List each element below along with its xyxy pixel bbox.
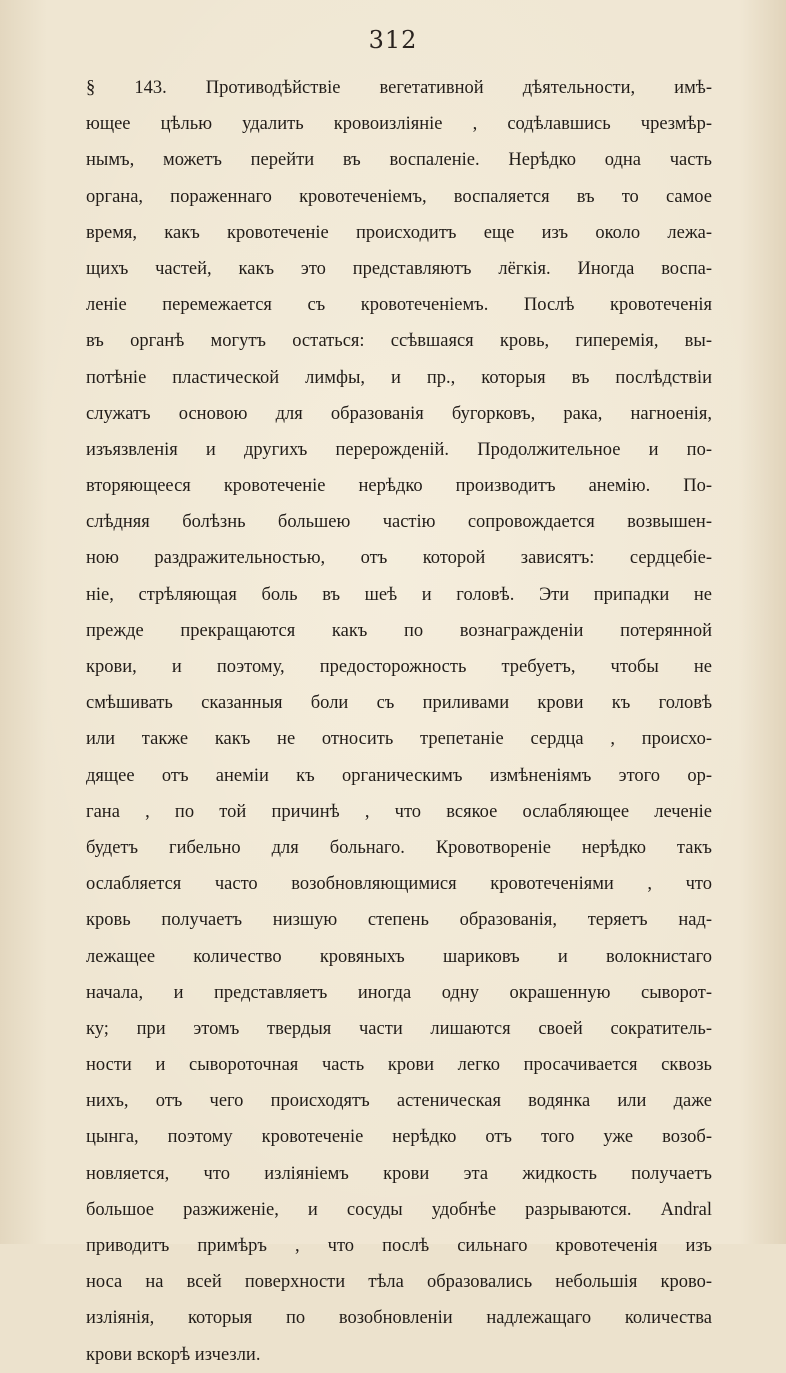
text-line: цынга, поэтому кровотеченіе нерѣдко отъ того уже возоб- bbox=[86, 1127, 712, 1148]
text-line: дящее отъ анеміи къ органическимъ измѣненіямъ этого ор- bbox=[86, 765, 712, 786]
text-line: крови вскорѣ изчезли. bbox=[86, 1344, 261, 1365]
text-line: время, какъ кровотеченіе происходитъ еще изъ около лежа- bbox=[86, 222, 712, 243]
text-line: новляется, что изліяніемъ крови эта жидкость получаетъ bbox=[86, 1163, 712, 1184]
text-line: или также какъ не относить трепетаніе сердца , происхо- bbox=[86, 729, 712, 750]
body-text bbox=[86, 70, 712, 1373]
text-line: ною раздражительностью, отъ которой зависятъ: сердцебіе- bbox=[86, 548, 712, 569]
text-line: ности и сывороточная часть крови легко просачивается сквозь bbox=[86, 1055, 712, 1076]
text-line: служатъ основою для образованія бугорковъ, рака, нагноенія, bbox=[86, 403, 712, 424]
text-line: органа, пораженнаго кровотеченіемъ, воспаляется въ то самое bbox=[86, 186, 712, 207]
text-line: ющее цѣлью удалить кровоизліяніе , содѣлавшись чрезмѣр- bbox=[86, 114, 712, 135]
text-line: въ органѣ могутъ остаться: ссѣвшаяся кровь, гиперемія, вы- bbox=[86, 331, 712, 352]
text-line: приводитъ примѣръ , что послѣ сильнаго кровотеченія изъ bbox=[86, 1236, 712, 1256]
text-line: вторяющееся кровотеченіе нерѣдко производитъ анемію. По- bbox=[86, 476, 712, 497]
text-line: изліянія, которыя по возобновленіи надлежащаго количества bbox=[86, 1308, 712, 1329]
text-line: § 143. Противодѣйствіе вегетативной дѣятельности, имѣ- bbox=[86, 78, 712, 98]
text-line: ку; при этомъ твердыя части лишаются своей сократитель- bbox=[86, 1018, 712, 1039]
text-line: начала, и представляетъ иногда одну окрашенную сыворот- bbox=[86, 982, 712, 1003]
text-line: леніе перемежается съ кровотеченіемъ. Послѣ кровотеченія bbox=[86, 295, 712, 316]
text-line: щихъ частей, какъ это представляютъ лёгкія. Иногда воспа- bbox=[86, 258, 712, 279]
text-line: изъязвленія и другихъ перерожденій. Продолжительное и по- bbox=[86, 439, 712, 460]
text-line: потѣніе пластической лимфы, и пр., которыя въ послѣдствіи bbox=[86, 367, 712, 388]
text-line: большое разжиженіе, и сосуды удобнѣе разрываются. Andral bbox=[86, 1199, 712, 1220]
text-line: кровь получаетъ низшую степень образованія, теряетъ над- bbox=[86, 910, 712, 931]
text-line: смѣшивать сказанныя боли съ приливами крови къ головѣ bbox=[86, 693, 712, 714]
text-line: будетъ гибельно для больнаго. Кровотвореніе нерѣдко такъ bbox=[86, 837, 712, 858]
text-line: ніе, стрѣляющая боль въ шеѣ и головѣ. Эти припадки не bbox=[86, 584, 712, 605]
text-line: гана , по той причинѣ , что всякое ослабляющее леченіе bbox=[86, 801, 712, 822]
text-line: прежде прекращаются какъ по вознагражденіи потерянной bbox=[86, 620, 712, 641]
text-line: слѣдняя болѣзнь большею частію сопровождается возвышен- bbox=[86, 512, 712, 533]
text-line: крови, и поэтому, предосторожность требуетъ, чтобы не bbox=[86, 657, 712, 677]
text-line: носа на всей поверхности тѣла образовались небольшія крово- bbox=[86, 1272, 712, 1293]
text-line: нихъ, отъ чего происходятъ астеническая водянка или даже bbox=[86, 1091, 712, 1112]
text-line: лежащее количество кровяныхъ шариковъ и волокнистаго bbox=[86, 946, 712, 967]
text-line: ослабляется часто возобновляющимися кровотеченіями , что bbox=[86, 874, 712, 895]
text-line: нымъ, можетъ перейти въ воспаленіе. Нерѣдко одна часть bbox=[86, 150, 712, 171]
page-number: 312 bbox=[368, 26, 418, 54]
